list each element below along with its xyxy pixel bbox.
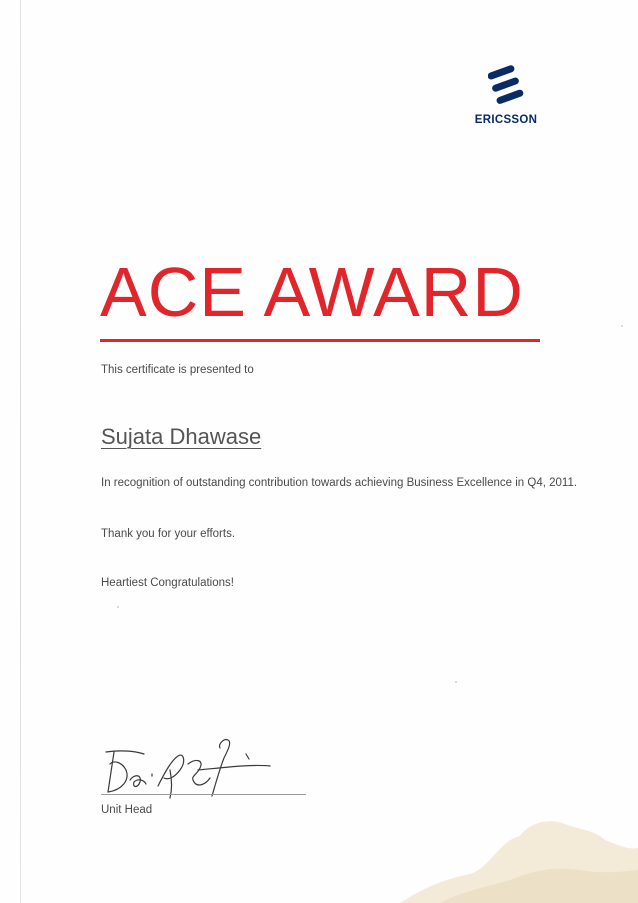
logo-wordmark: ERICSSON	[474, 114, 538, 126]
presented-line: This certificate is presented to	[101, 364, 254, 376]
paper-speck	[117, 606, 119, 608]
signatory-title: Unit Head	[101, 804, 153, 816]
paper-stain	[380, 800, 638, 903]
signature-line	[101, 794, 306, 795]
ericsson-logo	[470, 62, 542, 132]
closing-text: Heartiest Congratulations!	[101, 577, 234, 589]
award-title: ACE AWARD	[100, 253, 524, 331]
thanks-text: Thank you for your efforts.	[101, 528, 236, 540]
ericsson-mark-icon	[488, 62, 524, 110]
handwritten-signature	[100, 730, 310, 800]
recipient-name: Sujata Dhawase	[101, 424, 262, 449]
recognition-text: In recognition of outstanding contribution towards achieving Business Excellence in Q4, 2011.	[101, 477, 578, 489]
title-underline-rule	[100, 339, 540, 342]
paper-edge-line	[20, 0, 21, 903]
paper-speck	[455, 681, 457, 683]
paper-speck	[621, 325, 623, 327]
